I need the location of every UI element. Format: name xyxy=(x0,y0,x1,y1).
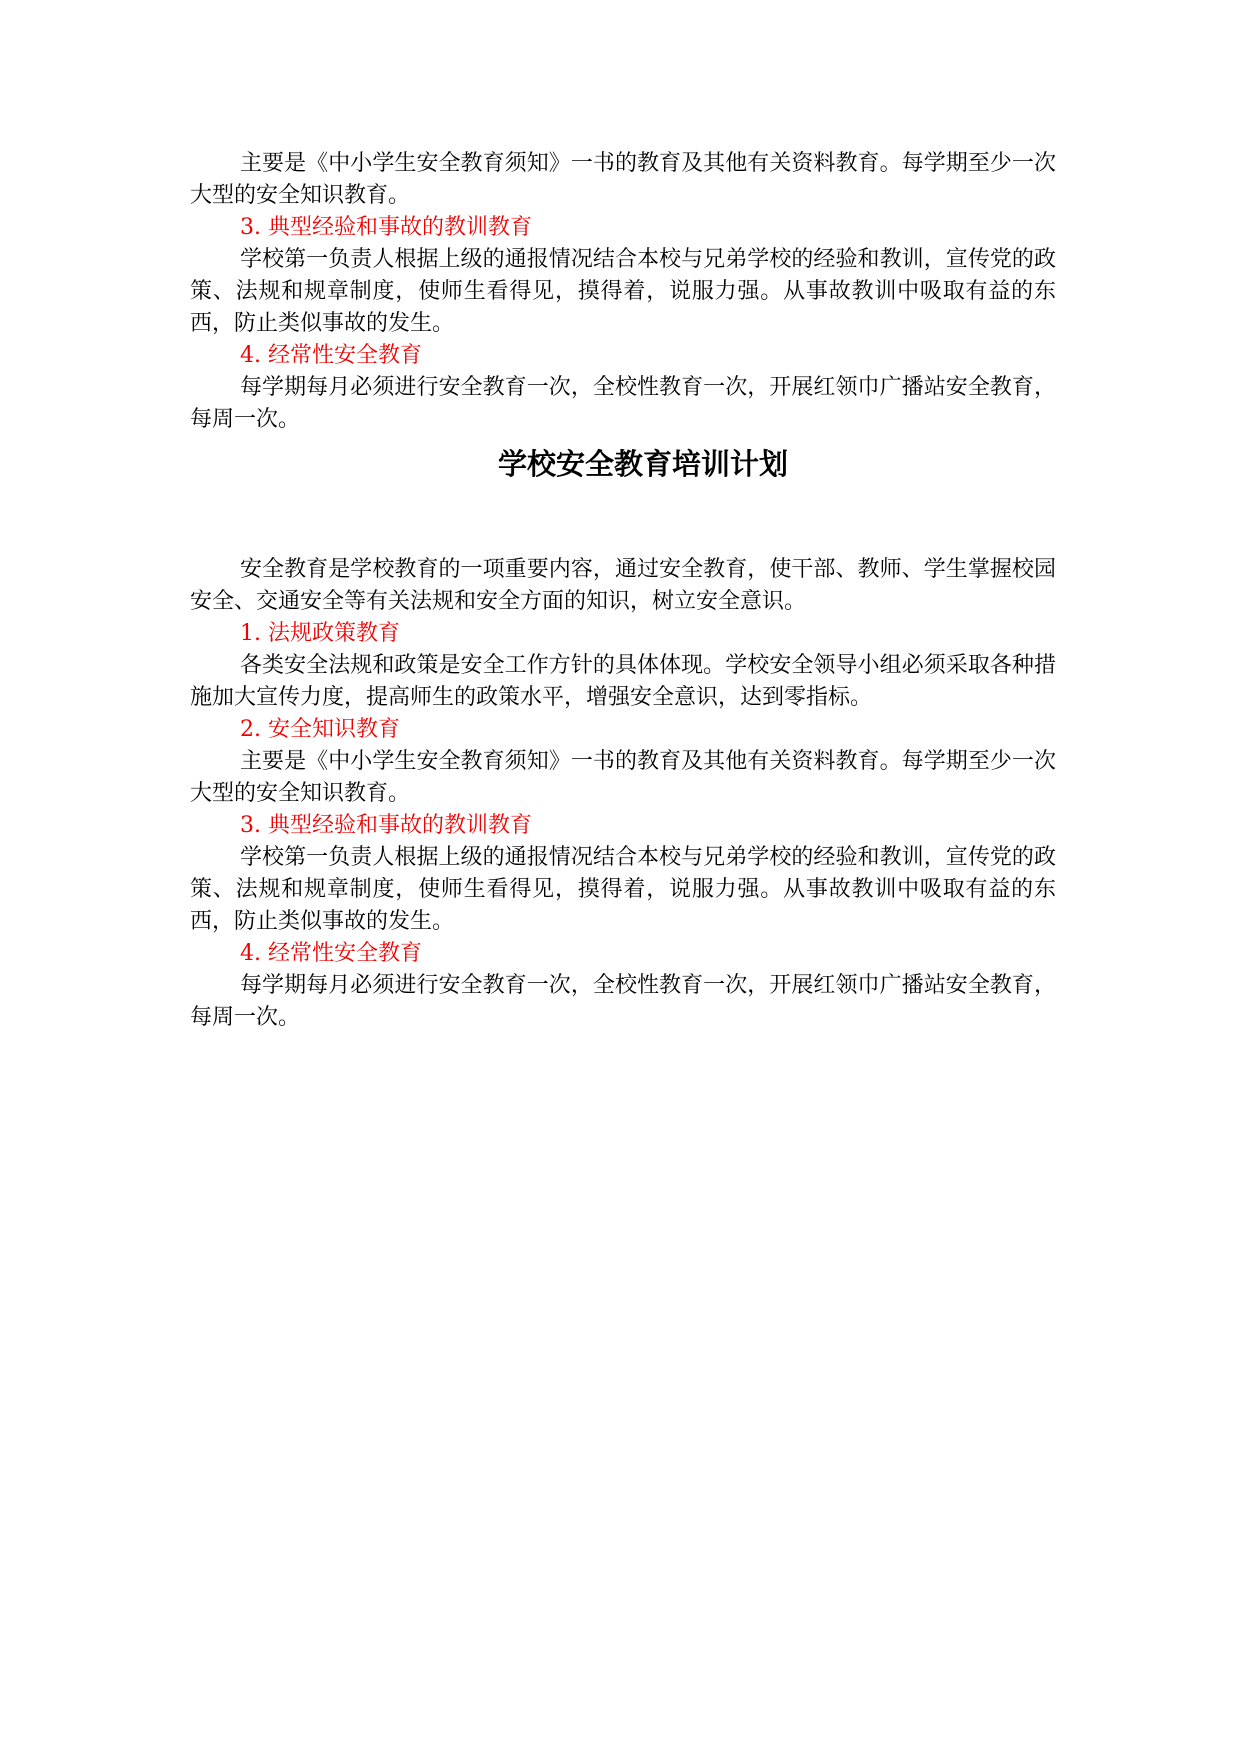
top-paragraph-typical-experience: 学校第一负责人根据上级的通报情况结合本校与兄弟学校的经验和教训，宣传党的政策、法规和规章制度，使师生看得见，摸得着，说服力强。从事故教训中吸取有益的东西，防止类似事故的发生。 xyxy=(190,247,1056,336)
heading-typical-experience: 3. 典型经验和事故的教训教育 xyxy=(240,813,532,838)
document-title: 学校安全教育培训计划 xyxy=(497,447,788,481)
paragraph-regular-education: 每学期每月必须进行安全教育一次，全校性教育一次，开展红领巾广播站安全教育，每周一次。 xyxy=(190,973,1056,1030)
top-heading-typical-experience: 3. 典型经验和事故的教训教育 xyxy=(240,215,532,240)
heading-regulation-policy: 1. 法规政策教育 xyxy=(240,621,400,646)
top-paragraph-safety-knowledge: 主要是《中小学生安全教育须知》一书的教育及其他有关资料教育。每学期至少一次大型的安全知识教育。 xyxy=(190,151,1056,208)
document-page xyxy=(190,148,1056,1034)
heading-regular-education: 4. 经常性安全教育 xyxy=(240,941,422,966)
intro-paragraph: 安全教育是学校教育的一项重要内容，通过安全教育，使干部、教师、学生掌握校园安全、交通安全等有关法规和安全方面的知识，树立安全意识。 xyxy=(190,557,1056,614)
top-paragraph-regular-education: 每学期每月必须进行安全教育一次，全校性教育一次，开展红领巾广播站安全教育，每周一次。 xyxy=(190,375,1056,432)
paragraph-typical-experience: 学校第一负责人根据上级的通报情况结合本校与兄弟学校的经验和教训，宣传党的政策、法规和规章制度，使师生看得见，摸得着，说服力强。从事故教训中吸取有益的东西，防止类似事故的发生。 xyxy=(190,845,1056,934)
paragraph-safety-knowledge: 主要是《中小学生安全教育须知》一书的教育及其他有关资料教育。每学期至少一次大型的安全知识教育。 xyxy=(190,749,1056,806)
heading-safety-knowledge: 2. 安全知识教育 xyxy=(240,717,400,742)
title-spacer xyxy=(190,484,1056,554)
paragraph-regulation-policy: 各类安全法规和政策是安全工作方针的具体体现。学校安全领导小组必须采取各种措施加大宣传力度，提高师生的政策水平，增强安全意识，达到零指标。 xyxy=(190,653,1056,710)
top-heading-regular-education: 4. 经常性安全教育 xyxy=(240,343,422,368)
